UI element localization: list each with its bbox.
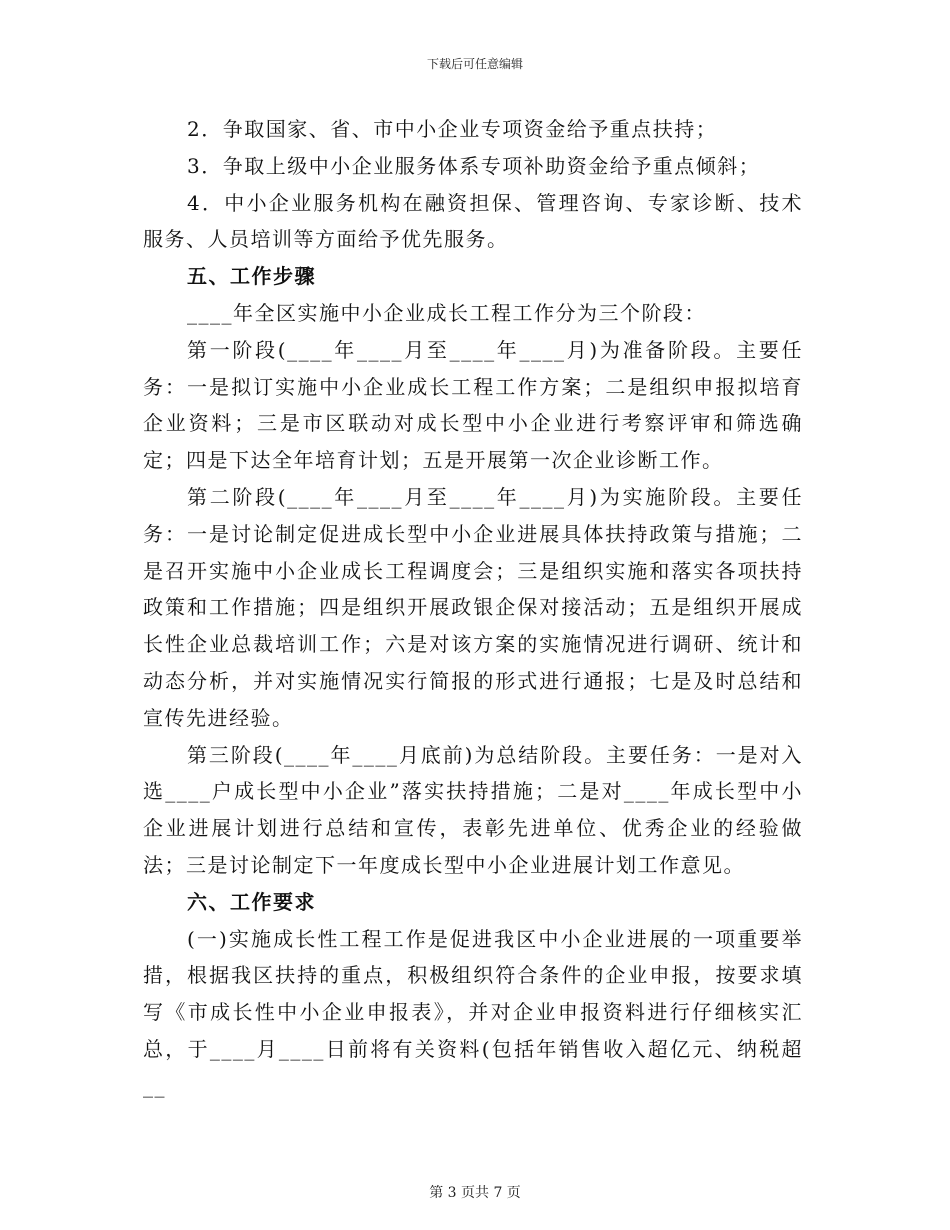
document-body	[143, 111, 803, 1105]
paragraph-requirement-1: (一)实施成长性工程工作是促进我区中小企业进展的一项重要举措，根据我区扶持的重点，积极组织符合条件的企业申报，按要求填写《市成长性中小企业申报表》，并对企业申报资料进行仔细核实汇总，于____月____日前将有关资料(包括年销售收入超亿元、纳税超__	[143, 926, 803, 1098]
paragraph-stage-2: 第二阶段(____年____月至____年____月)为实施阶段。主要任务：一是讨论制定促进成长型中小企业进展具体扶持政策与措施；二是召开实施中小企业成长工程调度会；三是组织实施和落实各项扶持政策和工作措施；四是组织开展政银企保对接活动；五是组织开展成长性企业总裁培训工作；六是对该方案的实施情况进行调研、统计和动态分析，并对实施情况实行简报的形式进行通报；七是及时总结和宣传先进经验。	[143, 484, 803, 730]
paragraph-stage-3: 第三阶段(____年____月底前)为总结阶段。主要任务：一是对入选____户成长型中小企业”落实扶持措施；二是对____年成长型中小企业进展计划进行总结和宣传，表彰先进单位、优秀企业的经验做法；三是讨论制定下一年度成长型中小企业进展计划工作意见。	[143, 742, 803, 877]
page-header: 下载后可任意编辑	[426, 57, 523, 71]
section-heading-6: 六、工作要求	[187, 889, 316, 914]
list-item-2: 2．争取国家、省、市中小企业专项资金给予重点扶持；	[187, 117, 718, 141]
paragraph-stage-1: 第一阶段(____年____月至____年____月)为准备阶段。主要任务：一是拟订实施中小企业成长工程工作方案；二是组织申报拟培育企业资料；三是市区联动对成长型中小企业进行考察评审和筛选确定；四是下达全年培育计划；五是开展第一次企业诊断工作。	[143, 337, 803, 473]
list-item-3: 3．争取上级中小企业服务体系专项补助资金给予重点倾斜；	[187, 153, 761, 178]
list-item-4: 4．中小企业服务机构在融资担保、管理咨询、专家诊断、技术服务、人员培训等方面给予优先服务。	[143, 190, 803, 252]
paragraph-stages-intro: ____年全区实施中小企业成长工程工作分为三个阶段：	[187, 300, 706, 325]
page-footer: 第 3 页共 7 页	[429, 1185, 521, 1201]
section-heading-5: 五、工作步骤	[187, 264, 316, 289]
